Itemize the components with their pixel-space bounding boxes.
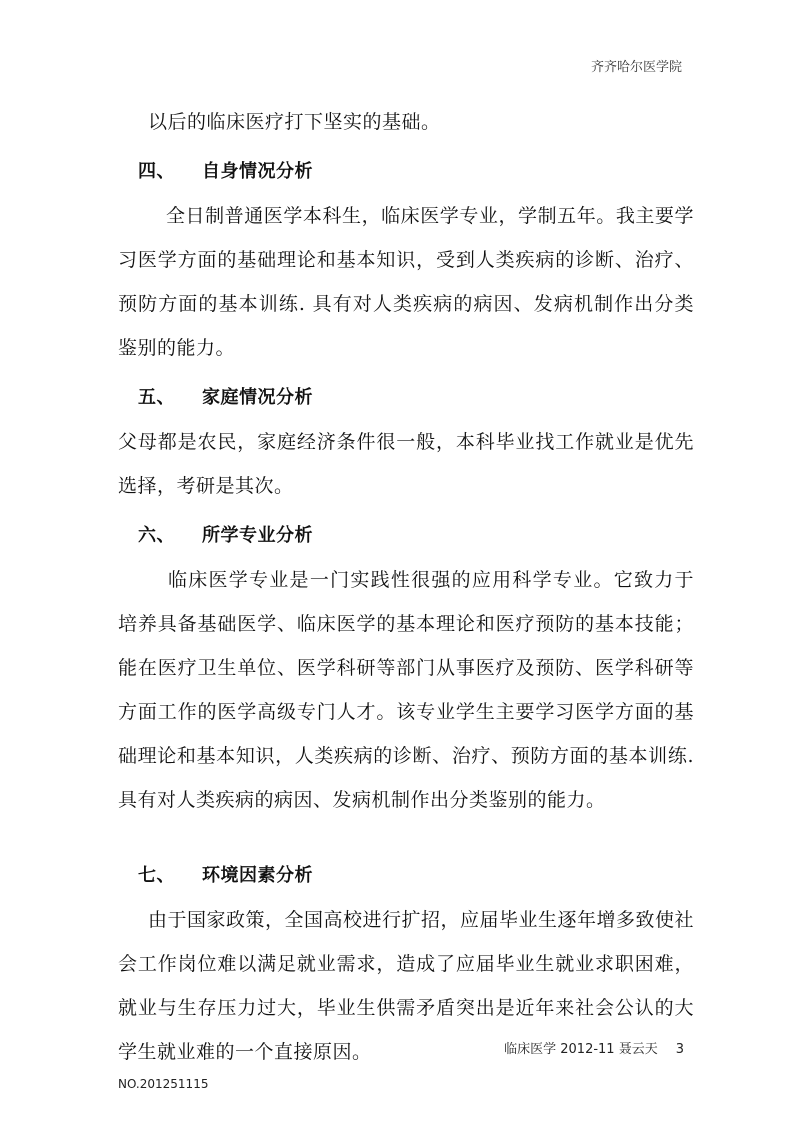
section-heading-4 [118, 150, 694, 194]
footer-doc-number: NO.201251115 [118, 1077, 209, 1091]
page-number: 3 [675, 1042, 684, 1057]
section-paragraph-4: 全日制普通医学本科生，临床医学专业，学制五年。我主要学习医学方面的基础理论和基本知识，受到人类疾病的诊断、治疗、预防方面的基本训练. 具有对人类疾病的病因、发病机制作出分类鉴别的能力。 [118, 205, 694, 359]
section-title: 环境因素分析 [202, 865, 313, 886]
section-heading-5 [118, 376, 694, 420]
footer-author-info: 临床医学 2012-11 聂云天 [504, 1042, 658, 1057]
section-number: 四、 [138, 161, 175, 182]
section-paragraph-6: 临床医学专业是一门实践性很强的应用科学专业。它致力于培养具备基础医学、临床医学的基本理论和医疗预防的基本技能；能在医疗卫生单位、医学科研等部门从事医疗及预防、医学科研等方面工作的医学高级专门人才。该专业学生主要学习医学方面的基础理论和基本知识，人类疾病的诊断、治疗、预防方面的基本训练. 具有对人类疾病的病因、发病机制作出分类鉴别的能力。 [118, 569, 694, 811]
document-body [118, 100, 694, 1074]
section-title: 家庭情况分析 [202, 387, 313, 408]
intro-paragraph: 以后的临床医疗打下坚实的基础。 [148, 111, 441, 133]
section-number: 七、 [138, 865, 175, 886]
section-heading-6 [118, 514, 694, 558]
section-number: 五、 [138, 387, 175, 408]
section-title: 所学专业分析 [202, 525, 313, 546]
section-title: 自身情况分析 [202, 161, 313, 182]
header-institution: 齐齐哈尔医学院 [590, 60, 682, 75]
section-paragraph-5: 父母都是农民，家庭经济条件很一般，本科毕业找工作就业是优先选择，考研是其次。 [118, 431, 694, 497]
section-heading-7 [118, 854, 694, 898]
section-number: 六、 [138, 525, 175, 546]
footer-author-line [504, 1038, 684, 1057]
section-spacer [118, 822, 694, 848]
section-paragraph-7: 由于国家政策，全国高校进行扩招，应届毕业生逐年增多致使社会工作岗位难以满足就业需求，造成了应届毕业生就业求职困难，就业与生存压力过大，毕业生供需矛盾突出是近年来社会公认的大学生就业难的一个直接原因。 [118, 909, 695, 1063]
